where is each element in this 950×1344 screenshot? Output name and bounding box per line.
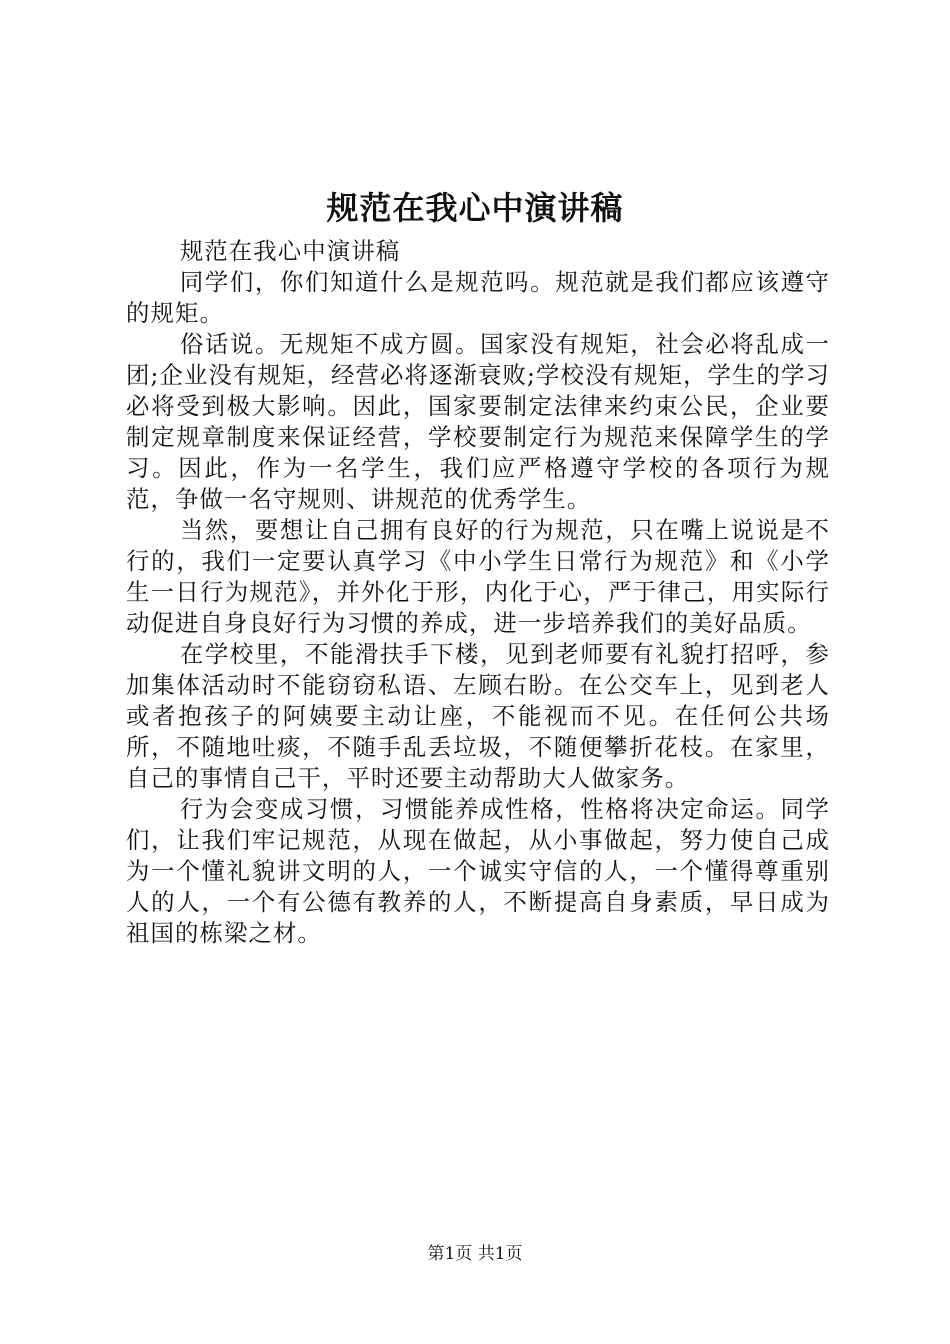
document-body [126, 236, 830, 949]
paragraph-subtitle: 规范在我心中演讲稿 [179, 237, 401, 265]
document-title: 规范在我心中演讲稿 [326, 189, 624, 227]
paragraph-3: 当然，要想让自己拥有良好的行为规范，只在嘴上说说是不行的，我们一定要认真学习《中小学生日常行为规范》和《小学生一日行为规范》，并外化于形，内化于心，严于律己，用实际行动促进自身良好行为习惯的养成，进一步培养我们的美好品质。 [126, 516, 830, 637]
paragraph-1: 同学们，你们知道什么是规范吗。规范就是我们都应该遵守的规矩。 [126, 268, 830, 327]
paragraph-4: 在学校里，不能滑扶手下楼，见到老师要有礼貌打招呼，参加集体活动时不能窃窃私语、左顾右盼。在公交车上，见到老人或者抱孩子的阿姨要主动让座，不能视而不见。在任何公共场所，不随地吐痰，不随手乱丢垃圾，不随便攀折花枝。在家里，自己的事情自己干，平时还要主动帮助大人做家务。 [126, 640, 830, 792]
page-footer: 第1页 共1页 [427, 1244, 523, 1264]
paragraph-2: 俗话说。无规矩不成方圆。国家没有规矩，社会必将乱成一团;企业没有规矩，经营必将逐渐衰败;学校没有规矩，学生的学习必将受到极大影响。因此，国家要制定法律来约束公民，企业要制定规章制度来保证经营，学校要制定行为规范来保障学生的学习。因此，作为一名学生，我们应严格遵守学校的各项行为规范，争做一名守规则、讲规范的优秀学生。 [126, 330, 830, 513]
paragraph-5: 行为会变成习惯，习惯能养成性格，性格将决定命运。同学们，让我们牢记规范，从现在做起，从小事做起，努力使自己成为一个懂礼貌讲文明的人，一个诚实守信的人，一个懂得尊重别人的人，一个有公德有教养的人，不断提高自身素质，早日成为祖国的栋梁之材。 [126, 795, 830, 947]
